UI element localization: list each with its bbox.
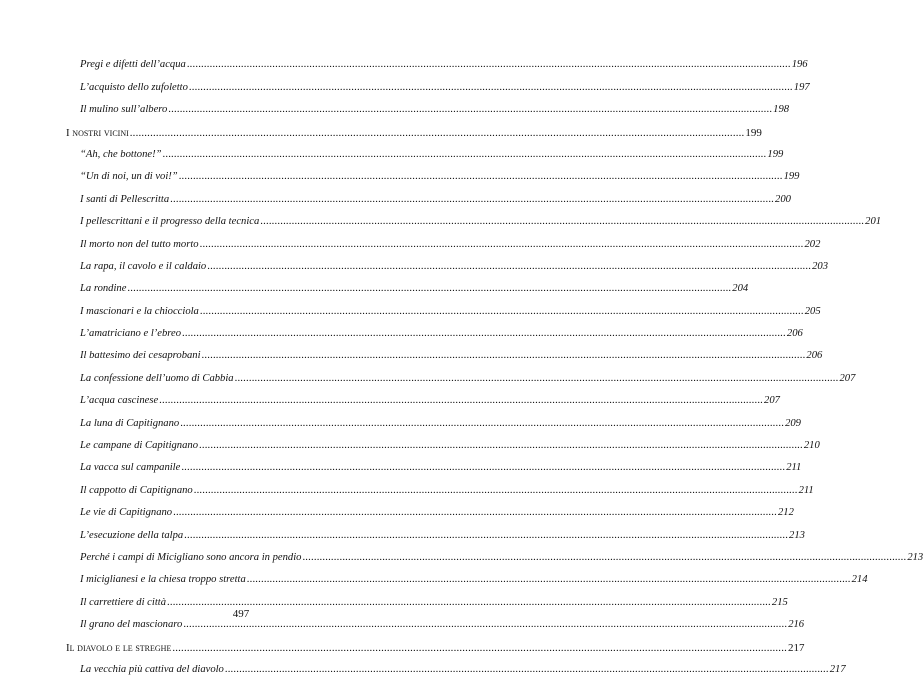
toc-entry-title: Il morto non del tutto morto (80, 238, 199, 250)
toc-entry-page: 198 (773, 104, 790, 116)
toc-entry (66, 453, 802, 475)
toc-entry-page: 217 (829, 663, 846, 675)
toc-entry-title: “Ah, che bottone!” (80, 148, 162, 160)
toc-entry (66, 543, 923, 565)
toc-entry-page: 200 (775, 193, 791, 205)
toc-entry-title: L’amatriciano e l’ebreo (80, 328, 182, 340)
toc-entry-page: 199 (767, 148, 784, 160)
toc-entry-page: 199 (783, 171, 800, 183)
table-of-contents (66, 50, 923, 677)
toc-entry-page: 207 (764, 395, 780, 407)
toc-leader-dots (183, 618, 787, 632)
toc-entry-page: 210 (803, 440, 820, 452)
toc-entry-page: 207 (839, 372, 856, 384)
toc-entry-title: Le vie di Capitignano (80, 507, 173, 519)
toc-entry-title: Il battesimo dei cesaprobani (80, 350, 201, 362)
toc-leader-dots (207, 260, 811, 274)
toc-entry-title: L’acquisto dello zufoletto (80, 81, 188, 93)
toc-section-title: I nostri vicini (66, 126, 129, 139)
toc-leader-dots (260, 215, 864, 229)
toc-entry (66, 341, 823, 363)
toc-entry (66, 229, 821, 251)
toc-entry-title: Perché i campi di Micigliano sono ancora in pendio (80, 551, 302, 563)
toc-entry (66, 95, 790, 117)
toc-entry (66, 252, 828, 274)
toc-entry (66, 50, 808, 72)
toc-leader-dots (184, 529, 788, 543)
toc-entry-page: 215 (771, 596, 788, 608)
toc-leader-dots (180, 417, 784, 431)
toc-leader-dots (168, 103, 772, 117)
toc-entry-page: 196 (791, 59, 808, 71)
toc-leader-dots (302, 551, 906, 565)
toc-section (66, 117, 762, 139)
toc-entry (66, 498, 794, 520)
toc-entry-title: Il cappotto di Capitignano (80, 484, 193, 496)
toc-entry-page: 204 (732, 283, 749, 295)
toc-entry-title: Pregi e difetti dell’acqua (80, 59, 186, 71)
toc-leader-dots (202, 349, 806, 363)
toc-entry-page: 206 (806, 350, 823, 362)
toc-entry-page: 205 (804, 305, 821, 317)
toc-entry (66, 475, 814, 497)
toc-entry (66, 520, 805, 542)
toc-leader-dots (235, 372, 839, 386)
toc-entry-title: La rondine (80, 283, 127, 295)
toc-entry-title: La luna di Capitignano (80, 417, 180, 429)
toc-entry (66, 319, 803, 341)
toc-entry (66, 162, 800, 184)
toc-entry-page: 202 (804, 238, 821, 250)
toc-leader-dots (173, 506, 777, 520)
toc-entry-page: 214 (851, 574, 868, 586)
toc-section (66, 632, 805, 654)
toc-entry-page: 201 (865, 216, 882, 228)
toc-leader-dots (200, 238, 804, 252)
toc-leader-dots (130, 126, 745, 140)
toc-leader-dots (159, 394, 763, 408)
toc-entry-page: 206 (786, 328, 803, 340)
toc-entry-title: Le campane di Capitignano (80, 440, 198, 452)
toc-entry-page: 213 (789, 529, 805, 541)
toc-entry-title: Il carrettiere di città (80, 596, 167, 608)
toc-entry (66, 140, 784, 162)
toc-leader-dots (194, 484, 798, 498)
toc-entry-page: 213 (907, 551, 923, 563)
toc-entry-page: 212 (777, 507, 794, 519)
toc-leader-dots (200, 305, 804, 319)
toc-entry-title: La rapa, il cavolo e il caldaio (80, 260, 207, 272)
toc-leader-dots (182, 327, 786, 341)
toc-leader-dots (179, 170, 783, 184)
toc-entry-title: I santi di Pellescritta (80, 193, 170, 205)
toc-entry-title: Il grano del mascionaro (80, 619, 183, 631)
toc-entry-title: La confessione dell’uomo di Cabbia (80, 372, 234, 384)
toc-entry (66, 386, 780, 408)
toc-entry-title: La vecchia più cattiva del diavolo (80, 663, 224, 675)
page-number: 497 (232, 608, 250, 620)
toc-entry-title: I pellescrittani e il progresso della tecnica (80, 216, 260, 228)
toc-entry (66, 184, 791, 206)
toc-entry-page: 211 (798, 484, 814, 496)
toc-entry-page: 211 (786, 462, 802, 474)
toc-leader-dots (170, 193, 774, 207)
toc-entry (66, 72, 810, 94)
toc-entry-title: I mascionari e la chiocciola (80, 305, 199, 317)
toc-entry-page: 203 (812, 260, 828, 272)
toc-entry (66, 655, 846, 677)
toc-entry-title: I miciglianesi e la chiesa troppo stretta (80, 574, 246, 586)
toc-entry (66, 587, 788, 609)
toc-leader-dots (127, 282, 731, 296)
toc-section-page: 217 (788, 641, 805, 654)
toc-entry (66, 431, 820, 453)
toc-leader-dots (189, 81, 793, 95)
toc-entry-title: La vacca sul campanile (80, 462, 181, 474)
toc-leader-dots (163, 148, 767, 162)
toc-entry-page: 216 (788, 619, 805, 631)
toc-leader-dots (187, 58, 791, 72)
toc-entry (66, 274, 749, 296)
toc-leader-dots (199, 439, 803, 453)
toc-entry-title: L’acqua cascinese (80, 395, 159, 407)
toc-entry-page: 209 (785, 417, 801, 429)
toc-leader-dots (181, 461, 785, 475)
toc-entry-title: Il mulino sull’albero (80, 104, 168, 116)
toc-section-title: Il diavolo e le streghe (66, 641, 172, 654)
toc-entry-title: “Un di noi, un di voi!” (80, 171, 178, 183)
toc-section-page: 199 (745, 126, 762, 139)
toc-leader-dots (172, 641, 787, 655)
toc-entry (66, 296, 821, 318)
toc-leader-dots (225, 663, 829, 677)
toc-entry-title: L’esecuzione della talpa (80, 529, 184, 541)
toc-entry (66, 408, 801, 430)
toc-entry (66, 565, 868, 587)
toc-entry (66, 363, 856, 385)
toc-entry (66, 207, 882, 229)
toc-leader-dots (247, 573, 851, 587)
toc-entry-page: 197 (793, 81, 810, 93)
